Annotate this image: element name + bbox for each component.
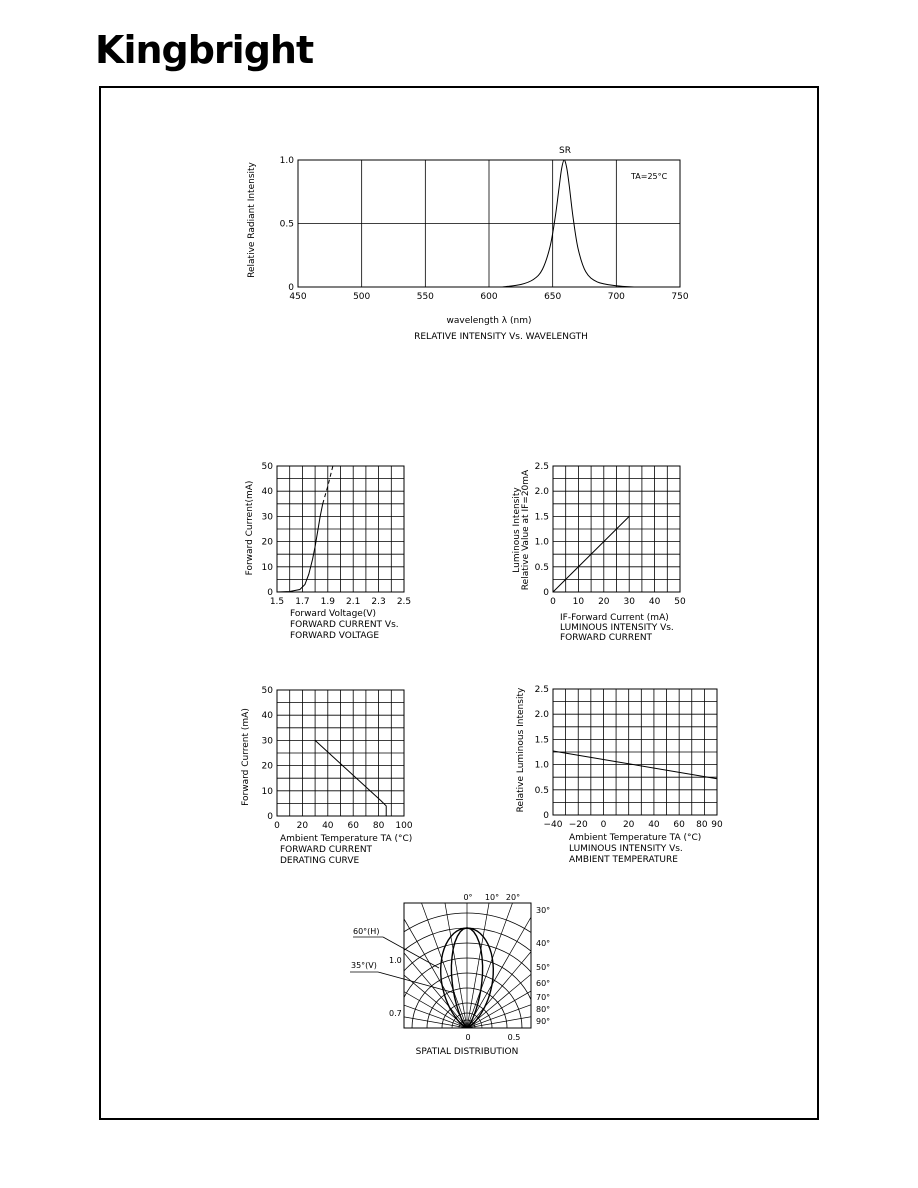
y-tick-label: 1.5 [534,735,549,746]
spectrum-peak-label: SR [559,146,571,156]
x-tick-label: 0 [550,597,556,607]
polar-angle-label: 0° [463,893,473,902]
y-tick-label: 1.0 [534,760,549,771]
x-tick-label: 90 [711,820,723,830]
y-tick-label: 0.5 [534,562,549,573]
x-tick-label: 60 [673,820,685,830]
x-tick-label: 2.5 [396,597,412,607]
y-tick-label: 50 [261,686,273,696]
x-tick-label: 550 [416,292,434,302]
x-tick-label: 0 [600,820,607,830]
iv-x-label: Forward Voltage(V) [290,609,376,619]
x-tick-label: 20 [296,821,309,831]
x-tick-label: 50 [674,597,686,607]
x-tick-label: −40 [543,820,563,830]
x-tick-label: 750 [671,292,689,302]
polar-spoke [399,840,467,1028]
lum-if-title-line1: LUMINOUS INTENSITY Vs. [560,623,674,633]
x-tick-label: 2.3 [371,597,386,607]
derating-chart [241,686,413,866]
lum-if-x-label: IF-Forward Current (mA) [560,613,669,623]
x-tick-label: 40 [322,821,334,831]
x-tick-label: 700 [607,292,625,302]
polar-angle-label: 30° [536,906,551,915]
y-tick-label: 2.5 [534,685,549,695]
polar-angle-label: 60° [536,979,551,988]
polar-angle-label: 40° [536,939,551,948]
spatial-radial-label-05: 0.5 [507,1033,521,1042]
callout-h-label: 60°(H) [353,927,380,936]
lum-if-y-label-line1: Luminous Intensity [512,487,522,573]
luminous-vs-temperature-chart [516,685,723,865]
lum-if-y-label-line2: Relative Value at IF=20mA [521,469,531,591]
derating-y-label: Forward Current (mA) [241,708,251,806]
x-tick-label: 100 [395,821,413,831]
x-tick-label: 80 [372,821,385,831]
y-tick-label: 0 [543,588,549,598]
lum-if-title-line2: FORWARD CURRENT [560,633,653,643]
spectrum-temperature-note: TA=25°C [631,172,668,181]
derating-x-label: Ambient Temperature TA (°C) [280,834,413,844]
y-tick-label: 0 [267,812,273,822]
spectrum-chart [247,146,689,342]
x-tick-label: 20 [622,820,635,830]
y-tick-label: 0.5 [534,785,549,796]
spectrum-y-label: Relative Radiant Intensity [247,162,257,278]
x-tick-label: 1.9 [320,597,335,607]
derating-title-line1: FORWARD CURRENT [280,845,373,855]
y-tick-label: 10 [261,786,273,797]
x-tick-label: 10 [572,597,585,607]
spectrum-title: RELATIVE INTENSITY Vs. WAVELENGTH [414,332,588,342]
lum-temp-title-line1: LUMINOUS INTENSITY Vs. [569,844,683,854]
y-tick-label: 30 [261,512,273,523]
spatial-radial-label-1: 1.0 [389,956,402,965]
y-tick-label: 0 [267,588,273,598]
spectrum-x-label: wavelength λ (nm) [446,316,532,326]
lum-temp-title-line2: AMBIENT TEMPERATURE [569,855,678,865]
derating-title-line2: DERATING CURVE [280,856,360,866]
x-tick-label: 60 [347,821,359,831]
y-tick-label: 1.5 [534,512,549,523]
x-tick-label: 30 [623,597,635,607]
luminous-vs-current-chart [512,462,686,643]
callout-v-label: 35°(V) [351,961,377,970]
x-tick-label: 450 [289,292,307,302]
spatial-distribution-chart [267,828,667,1143]
polar-angle-label: 50° [536,963,551,972]
x-tick-label: 2.1 [346,597,361,607]
polar-spoke [467,960,655,1028]
polar-spoke [467,840,535,1028]
lum-temp-x-label: Ambient Temperature TA (°C) [569,833,702,843]
polar-angle-label: 70° [536,993,551,1002]
y-tick-label: 1.0 [534,537,549,548]
spatial-title: SPATIAL DISTRIBUTION [415,1047,519,1057]
x-tick-label: 500 [353,292,371,302]
brand-logo: Kingbright [95,28,314,72]
polar-angle-label: 20° [505,893,521,902]
polar-angle-label: 10° [484,893,500,902]
y-tick-label: 20 [261,537,273,548]
y-tick-label: 0 [543,811,549,821]
spatial-radial-label-07: 0.7 [389,1009,402,1018]
x-tick-label: 0 [274,821,280,831]
y-tick-label: 2.0 [534,710,549,721]
iv-y-label: Forward Current(mA) [245,480,255,576]
iv-curve-chart [245,462,411,641]
x-tick-label: 650 [544,292,562,302]
y-tick-label: 40 [261,487,273,498]
y-tick-label: 20 [261,761,273,772]
x-tick-label: 1.7 [295,597,310,607]
iv-title-line2: FORWARD VOLTAGE [290,631,380,641]
iv-series-measured [277,504,323,592]
y-tick-label: 1.0 [279,156,294,166]
polar-angle-label: 90° [536,1017,551,1026]
x-tick-label: −20 [568,820,588,830]
x-tick-label: 20 [598,597,610,607]
lum-temp-y-label: Relative Luminous Intensity [516,687,526,813]
x-tick-label: 40 [648,597,661,607]
y-tick-label: 10 [261,562,273,573]
y-tick-label: 2.0 [534,487,549,498]
x-tick-label: 80 [696,820,708,830]
y-tick-label: 0 [288,283,294,293]
y-tick-label: 0.5 [279,219,294,230]
y-tick-label: 50 [261,462,273,472]
x-tick-label: 600 [480,292,498,302]
y-tick-label: 2.5 [534,462,549,472]
y-tick-label: 40 [261,711,273,722]
x-tick-label: 1.5 [269,597,285,607]
polar-angle-label: 80° [536,1005,551,1014]
callout-v-pointer [378,972,455,993]
iv-title-line1: FORWARD CURRENT Vs. [290,620,399,630]
x-tick-label: 40 [648,820,660,830]
spatial-radial-label-0: 0 [465,1033,471,1042]
y-tick-label: 30 [261,736,273,747]
